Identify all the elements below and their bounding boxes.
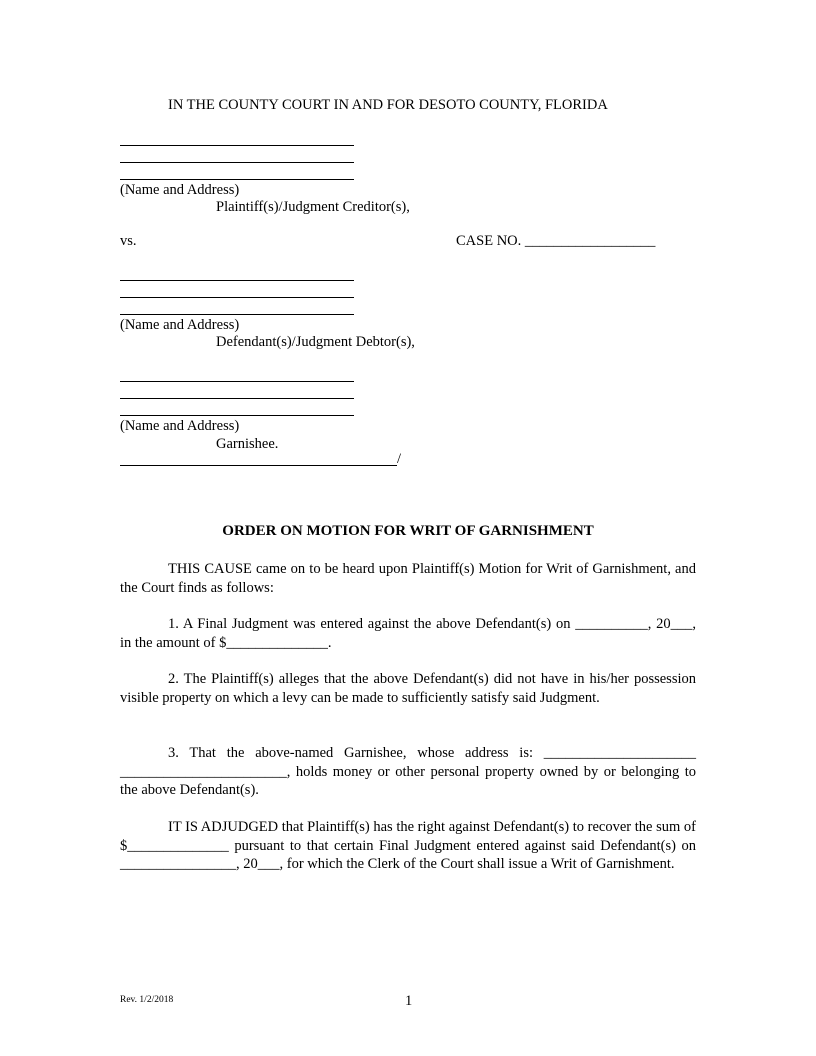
garnishee-line-1[interactable] xyxy=(120,381,354,382)
adjudged-text: IT IS ADJUDGED that Plaintiff(s) has the right against Defendant(s) to recover the sum of $______________ pursuant to that certain Final Judgment entered against said Defendant(s) on ________________, 20___, for which the Clerk of the Court shall issue a Writ of Garnishment. xyxy=(120,819,696,873)
intro-text: THIS CAUSE came on to be heard upon Plaintiff(s) Motion for Writ of Garnishment, and the Court finds as follows: xyxy=(120,561,696,596)
garnishee-line-3[interactable] xyxy=(120,415,354,416)
caption-close-slash: / xyxy=(397,451,402,467)
revision-date: Rev. 1/2/2018 xyxy=(120,995,174,1005)
plaintiff-line-2[interactable] xyxy=(120,162,354,163)
document-title: ORDER ON MOTION FOR WRIT OF GARNISHMENT xyxy=(222,523,594,539)
garnishee-role: Garnishee. xyxy=(216,436,279,452)
vs-label: vs. xyxy=(120,233,137,249)
finding-3-text: 3. That the above-named Garnishee, whose address is: _____________________ _______________________, holds money or other personal property owned by or belonging to the above Defendant(s). xyxy=(120,745,696,799)
plaintiff-role: Plaintiff(s)/Judgment Creditor(s), xyxy=(216,199,410,215)
finding-2-text: 2. The Plaintiff(s) alleges that the above Defendant(s) did not have in his/her possession visible property on which a levy can be made to sufficiently satisfy said Judgment. xyxy=(120,671,696,706)
garnishee-line-2[interactable] xyxy=(120,398,354,399)
plaintiff-line-3[interactable] xyxy=(120,179,354,180)
defendant-name-address-label: (Name and Address) xyxy=(120,317,240,333)
plaintiff-name-address-label: (Name and Address) xyxy=(120,182,240,198)
intro-paragraph xyxy=(120,560,696,597)
garnishee-name-address-label: (Name and Address) xyxy=(120,418,240,434)
page-number: 1 xyxy=(405,993,413,1009)
adjudged-paragraph xyxy=(120,818,696,874)
finding-2-paragraph xyxy=(120,670,696,707)
finding-1-text: 1. A Final Judgment was entered against the above Defendant(s) on __________, 20___, in the amount of $______________. xyxy=(120,616,696,651)
case-number-field[interactable]: CASE NO. __________________ xyxy=(456,233,656,249)
defendant-line-2[interactable] xyxy=(120,297,354,298)
defendant-line-1[interactable] xyxy=(120,280,354,281)
plaintiff-line-1[interactable] xyxy=(120,145,354,146)
court-header: IN THE COUNTY COURT IN AND FOR DESOTO COUNTY, FLORIDA xyxy=(168,97,608,113)
caption-close-line xyxy=(120,465,397,466)
finding-3-paragraph xyxy=(120,744,696,800)
defendant-role: Defendant(s)/Judgment Debtor(s), xyxy=(216,334,415,350)
finding-1-paragraph xyxy=(120,615,696,652)
defendant-line-3[interactable] xyxy=(120,314,354,315)
